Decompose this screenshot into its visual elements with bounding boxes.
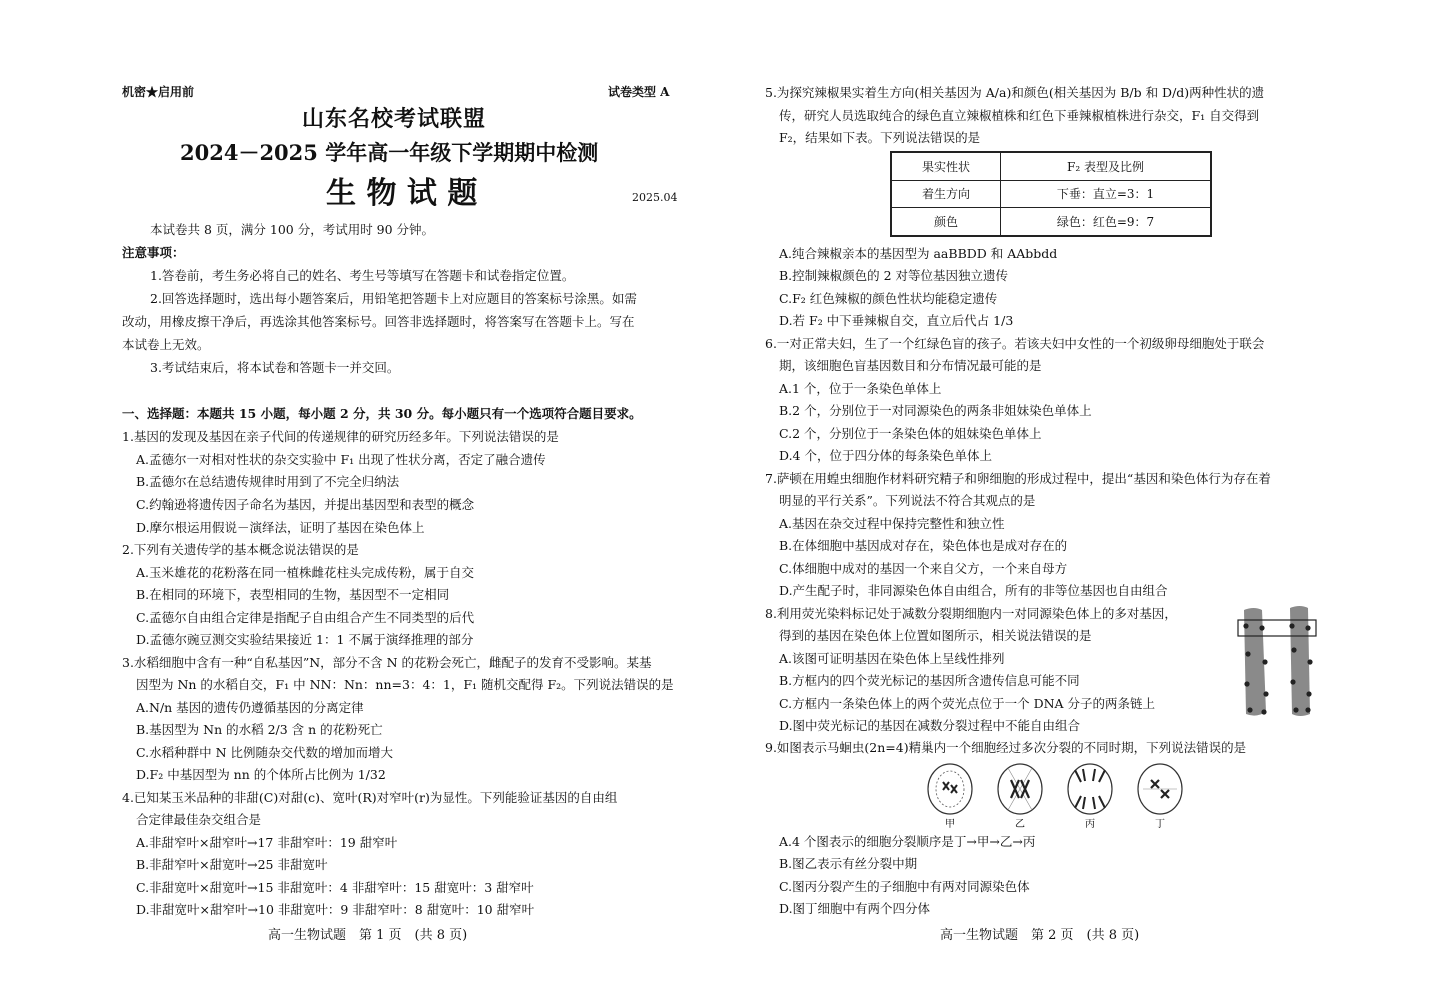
q5-option-b: B.控制辣椒颜色的 2 对等位基因独立遗传: [779, 268, 1009, 283]
confidential-mark: 机密★启用前: [122, 85, 195, 99]
question-8: 8.利用荧光染料标记处于减数分裂期细胞内一对同源染色体上的多对基因，: [765, 606, 1177, 621]
exam-title: 2024－2025 学年高一年级下学期期中检测: [180, 140, 599, 165]
question-7-cont: 明显的平行关系”。下列说法不符合其观点的是: [779, 493, 1036, 508]
q1-option-a: A.孟德尔一对相对性状的杂交实验中 F₁ 出现了性状分离，否定了融合遗传: [136, 452, 546, 467]
question-1: 1.基因的发现及基因在亲子代间的传递规律的研究历经多年。下列说法错误的是: [122, 429, 559, 444]
q4-option-a: A.非甜窄叶×甜窄叶→17 非甜窄叶：19 甜窄叶: [136, 835, 398, 850]
q4-option-d: D.非甜宽叶×甜窄叶→10 非甜宽叶：9 非甜窄叶：8 甜宽叶：10 甜窄叶: [136, 902, 535, 917]
q2-option-c: C.孟德尔自由组合定律是指配子自由组合产生不同类型的后代: [136, 610, 475, 625]
page-footer-left: 高一生物试题 第 1 页 (共 8 页): [268, 928, 468, 943]
q3-option-a: A.N/n 基因的遗传仍遵循基因的分离定律: [136, 700, 364, 715]
question-5-end: F₂，结果如下表。下列说法错误的是: [779, 130, 981, 145]
q9-option-b: B.图乙表示有丝分裂中期: [779, 856, 918, 871]
q1-option-c: C.约翰逊将遗传因子命名为基因，并提出基因型和表型的概念: [136, 497, 475, 512]
subject-title: 生 物 试 题: [326, 176, 478, 211]
q5-option-d: D.若 F₂ 中下垂辣椒自交，直立后代占 1/3: [779, 313, 1014, 328]
q2-option-a: A.玉米雄花的花粉落在同一植株雌花柱头完成传粉，属于自交: [136, 565, 475, 580]
cell-division-figure: [915, 760, 1205, 832]
q6-option-c: C.2 个，分别位于一条染色体的姐妹染色单体上: [779, 426, 1042, 441]
paper-type: 试卷类型 A: [608, 85, 670, 99]
table-cell-result: 绿色：红色=9：7: [1001, 208, 1211, 236]
q1-option-d: D.摩尔根运用假说－演绎法，证明了基因在染色体上: [136, 520, 425, 535]
q3-option-b: B.基因型为 Nn 的水稻 2/3 含 n 的花粉死亡: [136, 722, 383, 737]
question-2: 2.下列有关遗传学的基本概念说法错误的是: [122, 542, 359, 557]
q4-option-c: C.非甜宽叶×甜宽叶→15 非甜宽叶：4 非甜窄叶：15 甜宽叶：3 甜窄叶: [136, 880, 534, 895]
table-header-trait: 果实性状: [892, 153, 1001, 181]
page-footer-right: 高一生物试题 第 2 页 (共 8 页): [940, 928, 1140, 943]
q6-option-b: B.2 个，分别位于一对同源染色的两条非姐妹染色单体上: [779, 403, 1092, 418]
q1-option-b: B.孟德尔在总结遗传规律时用到了不完全归纳法: [136, 474, 400, 489]
q2-option-b: B.在相同的环境下，表型相同的生物，基因型不一定相同: [136, 587, 450, 602]
question-6: 6.一对正常夫妇，生了一个红绿色盲的孩子。若该夫妇中女性的一个初级卵母细胞处于联会: [765, 336, 1265, 351]
intro-text: 本试卷共 8 页，满分 100 分，考试用时 90 分钟。: [150, 222, 435, 237]
q3-option-c: C.水稻种群中 N 比例随杂交代数的增加而增大: [136, 745, 393, 760]
q9-option-c: C.图丙分裂产生的子细胞中有两对同源染色体: [779, 879, 1030, 894]
cell-label-jia: 甲: [945, 819, 955, 830]
exam-date: 2025.04: [632, 191, 678, 204]
notice-2-end: 本试卷上无效。: [122, 337, 210, 352]
notice-2: 2.回答选择题时，选出每小题答案后，用铅笔把答题卡上对应题目的答案标号涂黑。如需: [150, 291, 637, 306]
table-header-result: F₂ 表型及比例: [1001, 153, 1211, 181]
q9-option-d: D.图丁细胞中有两个四分体: [779, 901, 931, 916]
q5-option-c: C.F₂ 红色辣椒的颜色性状均能稳定遗传: [779, 291, 998, 306]
notice-title: 注意事项：: [122, 245, 185, 260]
q8-option-d: D.图中荧光标记的基因在减数分裂过程中不能自由组合: [779, 718, 1081, 733]
q6-option-d: D.4 个，位于四分体的每条染色单体上: [779, 448, 992, 463]
chromosome-right: [1290, 606, 1310, 716]
q8-option-c: C.方框内一条染色体上的两个荧光点位于一个 DNA 分子的两条链上: [779, 696, 1156, 711]
notice-3: 3.考试结束后，将本试卷和答题卡一并交回。: [150, 360, 400, 375]
q6-option-a: A.1 个，位于一条染色单体上: [779, 381, 942, 396]
q4-option-b: B.非甜窄叶×甜宽叶→25 非甜宽叶: [136, 857, 328, 872]
question-3-cont: 因型为 Nn 的水稻自交，F₁ 中 NN：Nn：nn=3：4：1，F₁ 随机交配得 F₂。下列说法错误的是: [136, 677, 674, 692]
cell-bing: [1068, 764, 1112, 830]
section-heading: 一、选择题：本题共 15 小题，每小题 2 分，共 30 分。每小题只有一个选项符合题目要求。: [122, 406, 642, 421]
table-cell-trait: 着生方向: [892, 180, 1001, 208]
cell-yi: [998, 764, 1042, 830]
question-3: 3.水稻细胞中含有一种“自私基因”N，部分不含 N 的花粉会死亡，雌配子的发育不受影响。某基: [122, 655, 652, 670]
q7-option-c: C.体细胞中成对的基因一个来自父方，一个来自母方: [779, 561, 1068, 576]
question-5-cont: 传，研究人员选取纯合的绿色直立辣椒植株和红色下垂辣椒植株进行杂交，F₁ 自交得到: [779, 108, 1260, 123]
q8-option-b: B.方框内的四个荧光标记的基因所含遗传信息可能不同: [779, 673, 1080, 688]
cell-label-bing: 丙: [1085, 819, 1095, 830]
exam-organization: 山东名校考试联盟: [302, 106, 487, 132]
question-4-cont: 合定律最佳杂交组合是: [136, 812, 262, 827]
q7-option-b: B.在体细胞中基因成对存在，染色体也是成对存在的: [779, 538, 1068, 553]
question-5: 5.为探究辣椒果实着生方向(相关基因为 A/a)和颜色(相关基因为 B/b 和 D/d)两种性状的遗: [765, 85, 1265, 100]
q2-option-d: D.孟德尔豌豆测交实验结果接近 1：1 不属于演绎推理的部分: [136, 632, 474, 647]
cell-label-yi: 乙: [1015, 819, 1025, 830]
table-cell-trait: 颜色: [892, 208, 1001, 236]
cell-label-ding: 丁: [1155, 819, 1165, 830]
cell-ding: [1138, 764, 1182, 830]
q3-option-d: D.F₂ 中基因型为 nn 的个体所占比例为 1/32: [136, 767, 386, 782]
f2-result-table: [890, 151, 1212, 237]
question-9: 9.如图表示马蛔虫(2n=4)精巢内一个细胞经过多次分裂的不同时期，下列说法错误的是: [765, 740, 1247, 755]
q8-option-a: A.该图可证明基因在染色体上呈线性排列: [779, 651, 1005, 666]
question-7: 7.萨顿在用蝗虫细胞作材料研究精子和卵细胞的形成过程中，提出“基因和染色体行为存在着: [765, 471, 1271, 486]
chromosome-fluorescence-figure: [1232, 602, 1324, 722]
q7-option-a: A.基因在杂交过程中保持完整性和独立性: [779, 516, 1005, 531]
cell-jia: [928, 764, 972, 830]
q9-option-a: A.4 个图表示的细胞分裂顺序是丁→甲→乙→丙: [779, 834, 1036, 849]
table-cell-result: 下垂：直立=3：1: [1001, 180, 1211, 208]
q7-option-d: D.产生配子时，非同源染色体自由组合，所有的非等位基因也自由组合: [779, 583, 1168, 598]
notice-2-cont: 改动，用橡皮擦干净后，再选涂其他答案标号。回答非选择题时，将答案写在答题卡上。写在: [122, 314, 635, 329]
notice-1: 1.答卷前，考生务必将自己的姓名、考生号等填写在答题卡和试卷指定位置。: [150, 268, 575, 283]
question-8-cont: 得到的基因在染色体上位置如图所示，相关说法错误的是: [779, 628, 1092, 643]
question-6-cont: 期，该细胞色盲基因数目和分布情况最可能的是: [779, 358, 1042, 373]
question-4: 4.已知某玉米品种的非甜(C)对甜(c)、宽叶(R)对窄叶(r)为显性。下列能验证基因的自由组: [122, 790, 618, 805]
q5-option-a: A.纯合辣椒亲本的基因型为 aaBBDD 和 AAbbdd: [779, 246, 1058, 261]
